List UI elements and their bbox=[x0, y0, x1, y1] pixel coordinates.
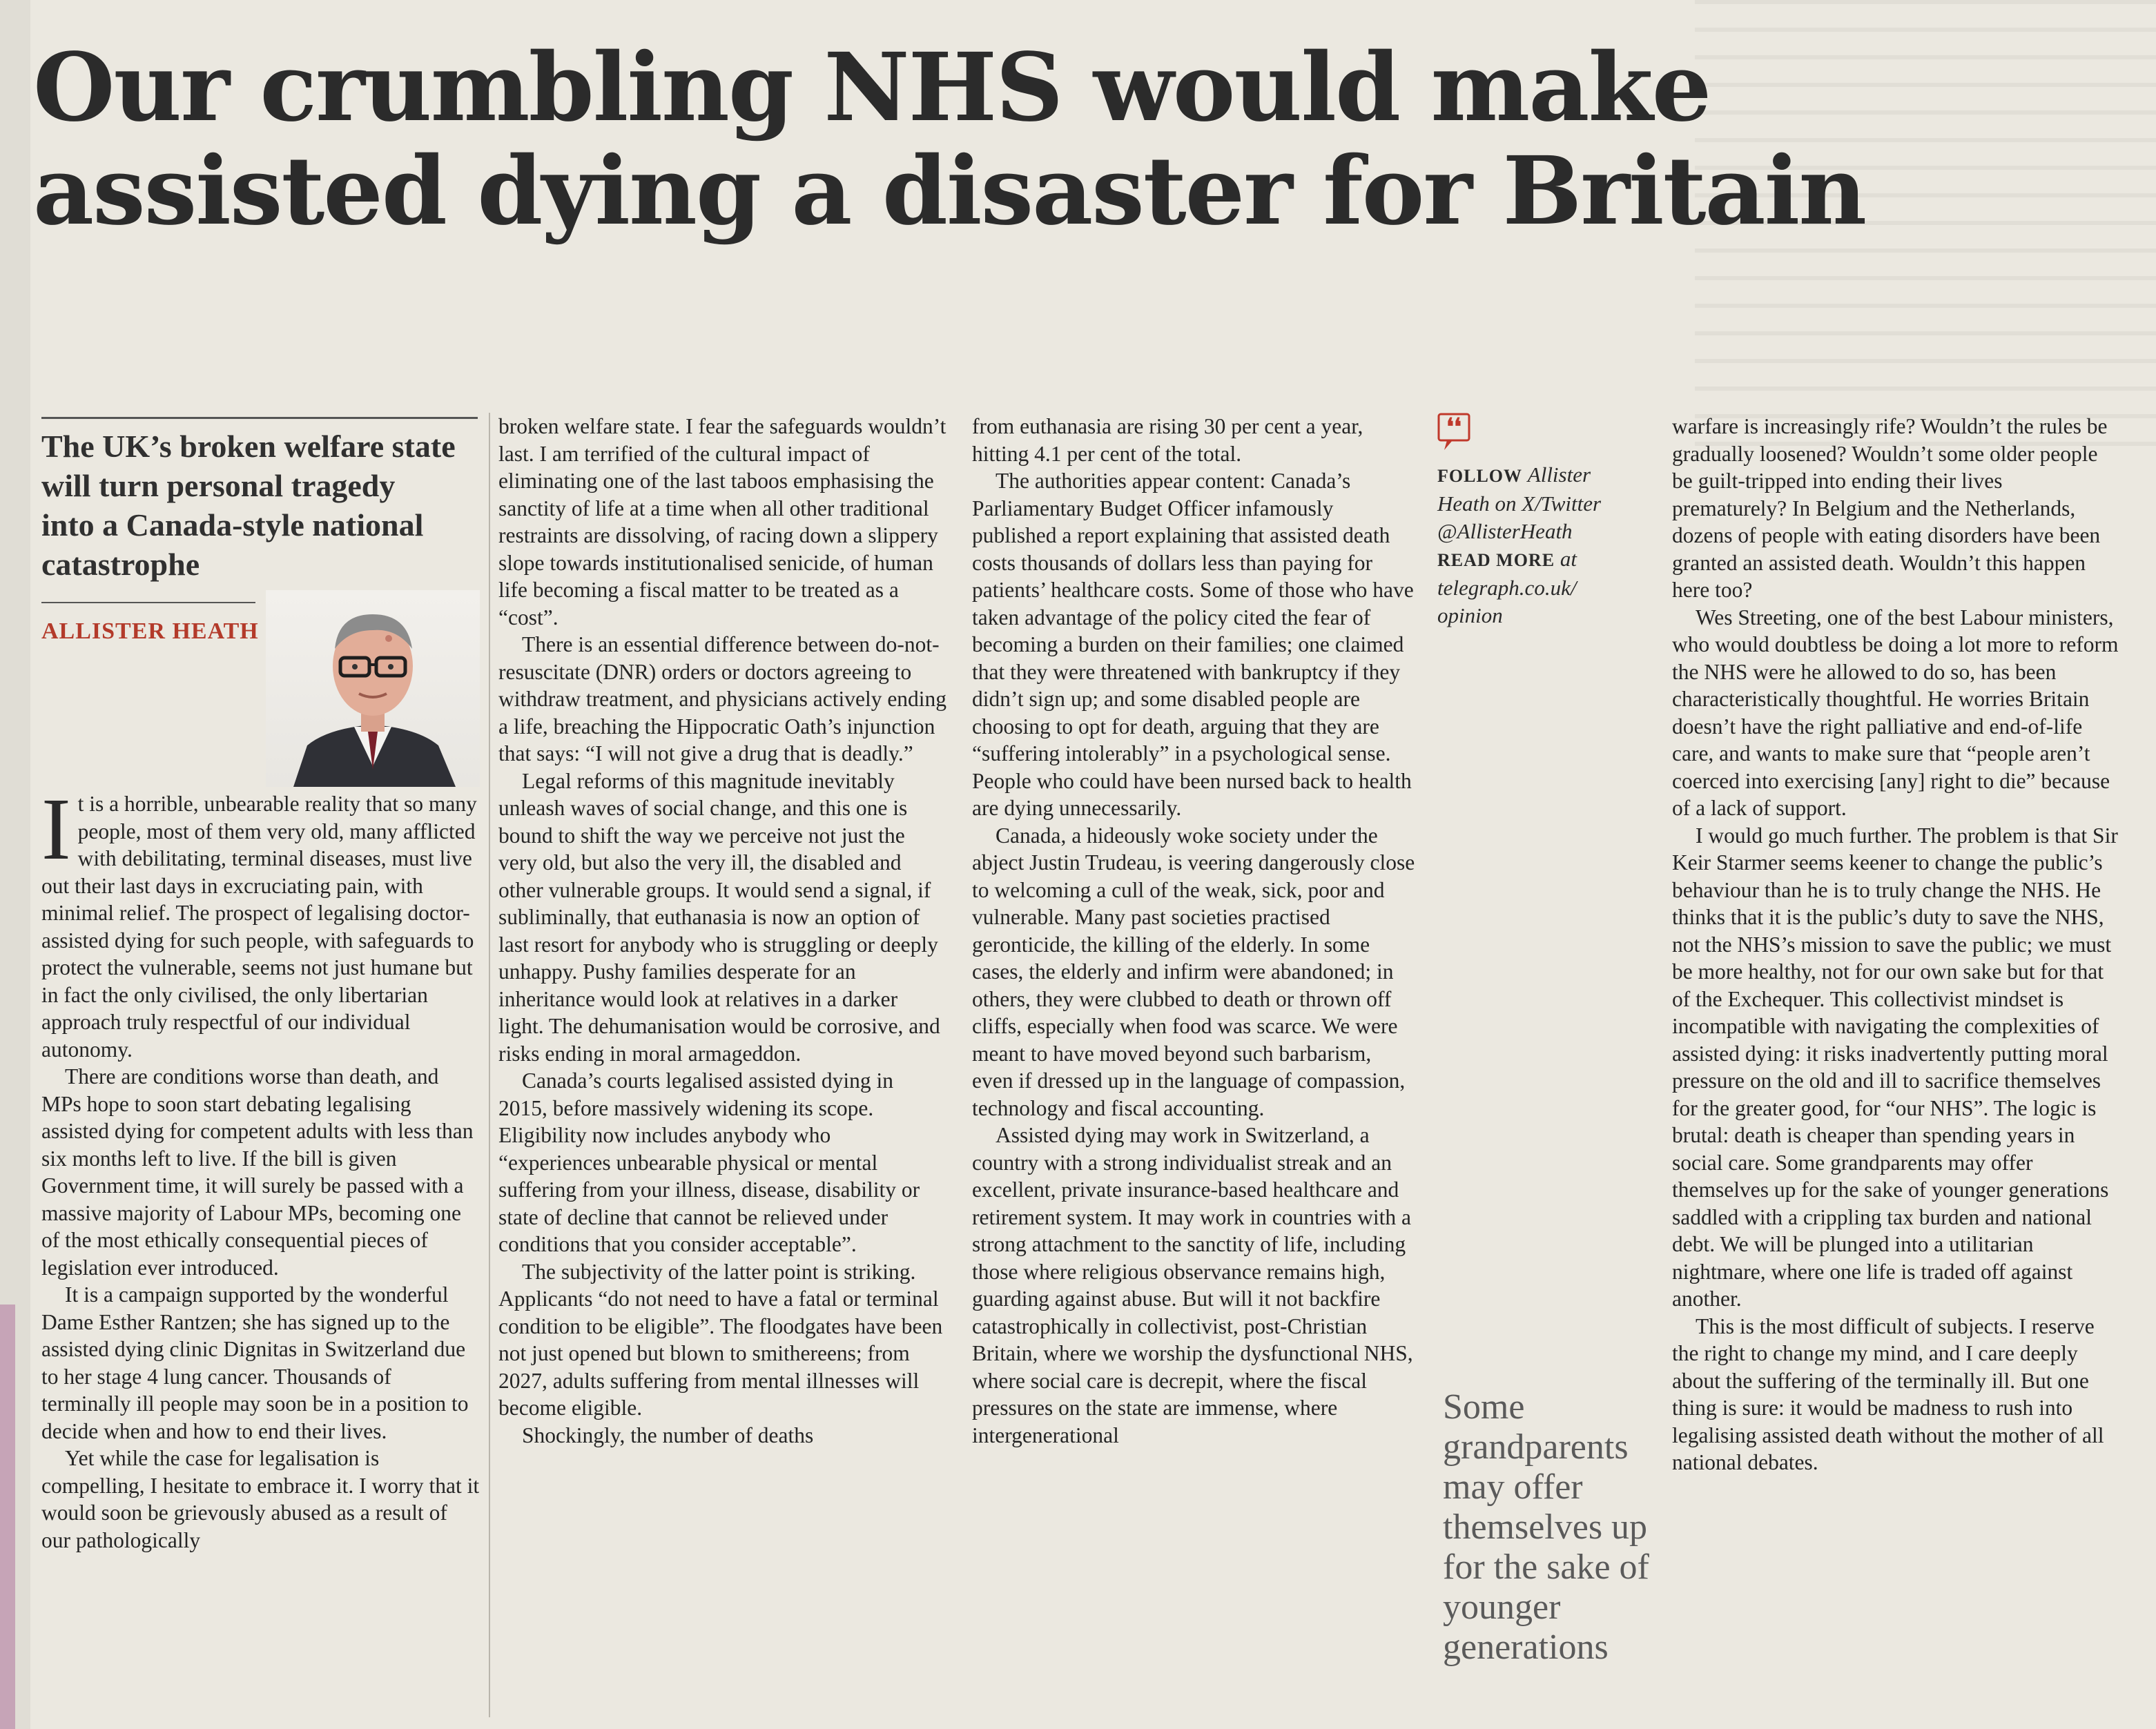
paragraph: The subjectivity of the latter point is striking. Applicants “do not need to have a fatal or terminal condition to be eligible”. The floodgates have been not just opened but blown to smithereens; from 2027, adults suffering from mental illnesses will become eligible. bbox=[498, 1259, 943, 1420]
paragraph: It is a campaign supported by the wonderful Dame Esther Rantzen; she has signed up to the assisted dying clinic Dignitas in Switzerland due to her stage 4 lung cancer. Thousands of terminally ill people may soon be in a position to decide when and how to end their lives. bbox=[41, 1282, 469, 1443]
paragraph: broken welfare state. I fear the safeguards wouldn’t last. I am terrified of the cultural impact of eliminating one of the last taboos emphasising the sanctity of life at a time when all other traditional restraints are dissolving, of racing down a slippery slope towards institutionalised senicide, of human life becoming a fiscal matter to be treated as a “cost”. bbox=[498, 414, 946, 629]
article-column-1 bbox=[41, 780, 480, 1554]
paragraph: I would go much further. The problem is that Sir Keir Starmer seems keener to change the public’s behaviour than he is to truly change the NHS. He thinks that it is the public’s duty to save the NHS, not the NHS’s mission to save the public; we must be more healthy, not for our own sake but for that of the Exchequer. This collectivist mindset is incompatible with navigating the complexities of assisted dying: it risks inadvertently putting moral pressure on the old and ill to sacrifice themselves for the greater good, for “our NHS”. The logic is brutal: death is cheaper than spending years in social care. Some grandparents may offer themselves up for the sake of younger generations saddled with a crippling tax burden and national debt. We will be plunged into a utilitarian nightmare, where one life is traded off against another. bbox=[1672, 823, 2118, 1311]
svg-text:❛❛: ❛❛ bbox=[1446, 415, 1461, 440]
paragraph: Shockingly, the number of deaths bbox=[522, 1423, 814, 1447]
read-more-label: READ MORE bbox=[1437, 550, 1555, 570]
drop-cap: I bbox=[41, 780, 71, 878]
author-photo bbox=[266, 590, 480, 787]
headline: Our crumbling NHS would make assisted dying a disaster for Britain bbox=[33, 32, 1866, 246]
author-portrait-icon bbox=[266, 590, 480, 787]
byline: ALLISTER HEATH bbox=[41, 618, 259, 644]
pull-quote: Some grandparents may offer themselves up for the sake of younger generations bbox=[1443, 1387, 1649, 1667]
paragraph: Wes Streeting, one of the best Labour ministers, who would doubtless be doing a lot more to reform the NHS were he allowed to do so, has been characteristically thoughtful. He worries Britain doesn’t have the right palliative and end-of-life care, and wants to make sure that “people aren’t coerced into exercising [any] right to die” because of a lack of support. bbox=[1672, 605, 2119, 820]
paragraph: Yet while the case for legalisation is compelling, I hesitate to embrace it. I worry that it would soon be grievously abused as a result of our pathologically bbox=[41, 1446, 480, 1552]
column-divider bbox=[489, 413, 490, 1717]
social-handle[interactable]: Allister Heath on X/Twitter @AllisterHeath bbox=[1437, 462, 1602, 543]
article-column-2 bbox=[498, 413, 947, 1449]
paragraph: Canada, a hideously woke society under the abject Justin Trudeau, is veering dangerously close to welcoming a cull of the weak, sick, poor and vulnerable. Many past societies practised geronticide, the killing of the elderly. In some cases, the elderly and infirm were abandoned; in others, they were clubbed to death or thrown off cliffs, especially when food was scarce. We were meant to have moved beyond such barbarism, even if dressed up in the language of compassion, technology and fiscal accounting. bbox=[972, 823, 1415, 1120]
paragraph: There is an essential difference between do-not-resuscitate (DNR) orders or doctors agreeing to withdraw treatment, and physicians actively ending a life, breaching the Hippocratic Oath’s injunction that says: “I will not give a drug that is deadly.” bbox=[498, 632, 947, 765]
adjacent-page-color-edge bbox=[0, 1305, 15, 1729]
byline-rule bbox=[41, 602, 255, 603]
paragraph: Legal reforms of this magnitude inevitably unleash waves of social change, and this one is bound to shift the way we perceive not just the very old, but also the very ill, the disabled and other vulnerable groups. It would send a signal, if subliminally, that euthanasia is now an option of last resort for anybody who is struggling or deeply unhappy. Pushy families desperate for an inheritance would look at relatives in a darker light. The dehumanisation would be corrosive, and risks ending in moral armageddon. bbox=[498, 768, 940, 1066]
article-column-3 bbox=[972, 413, 1415, 1449]
article-column-5 bbox=[1672, 413, 2121, 1476]
paragraph: Assisted dying may work in Switzerland, a country with a strong individualist streak and an excellent, private insurance-based healthcare and retirement system. It may work in countries with a strong attachment to the sanctity of life, including those where religious observance remains high, guarding against abuse. But will it not backfire catastrophically in collectivist, post-Christian Britain, where we worship the dysfunctional NHS, where social care is decrepit, where the fiscal pressures on the state are immense, where intergenerational bbox=[972, 1123, 1413, 1447]
standfirst: The UK’s broken welfare state will turn personal tragedy into a Canada-style national catastrophe bbox=[41, 429, 456, 582]
follow-label: FOLLOW bbox=[1437, 466, 1523, 486]
paragraph: warfare is increasingly rife? Wouldn’t the rules be gradually loosened? Wouldn’t some older people be guilt-tripped into ending their lives prematurely? In Belgium and the Netherlands, dozens of people with eating disorders have been granted an assisted death. Wouldn’t this happen here too? bbox=[1672, 414, 2108, 602]
read-more-link[interactable]: at telegraph.co.uk/ opinion bbox=[1437, 547, 1577, 627]
paragraph: It is a horrible, unbearable reality that so many people, most of them very old, many afflicted with debilitating, terminal diseases, must live out their last days in excruciating pain, with minimal relief. The prospect of legalising doctor-assisted dying for such people, with safeguards to protect the vulnerable, seems not just humane but in fact the only civilised, the only libertarian approach truly respectful of our individual autonomy. bbox=[41, 780, 477, 1062]
follow-box bbox=[1437, 461, 1644, 629]
paragraph: The authorities appear content: Canada’s Parliamentary Budget Officer infamously published a report explaining that assisted death costs thousands of dollars less than paying for patients’ healthcare costs. Some of those who have taken advantage of the policy cited the fear of becoming a burden on their families; one claimed that they were threatened with bankruptcy if they didn’t sign up; and some disabled people are choosing to opt for death, arguing that they are “suffering intolerably” in a psychological sense. People who could have been nursed back to health are dying unnecessarily. bbox=[972, 469, 1414, 820]
paragraph: There are conditions worse than death, and MPs hope to soon start debating legalising assisted dying for competent adults with less than six months left to live. If the bill is given Government time, it will surely be passed with a massive majority of Labour MPs, becoming one of the most ethically consequential pieces of legislation ever introduced. bbox=[41, 1064, 474, 1280]
paragraph: This is the most difficult of subjects. I reserve the right to change my mind, and I care deeply about the suffering of the terminally ill. But one thing is sure: it would be madness to rush into legalising assisted death without the mother of all national debates. bbox=[1672, 1313, 2104, 1474]
quote-marks-icon bbox=[1437, 413, 1470, 451]
paragraph: from euthanasia are rising 30 per cent a year, hitting 4.1 per cent of the total. bbox=[972, 414, 1363, 466]
standfirst-rule bbox=[41, 417, 478, 419]
paragraph: Canada’s courts legalised assisted dying in 2015, before massively widening its scope. Eligibility now includes anybody who “experiences unbearable physical or mental suffering from your illness, disease, disability or state of decline that cannot be relieved under conditions that you consider acceptable”. bbox=[498, 1068, 920, 1256]
